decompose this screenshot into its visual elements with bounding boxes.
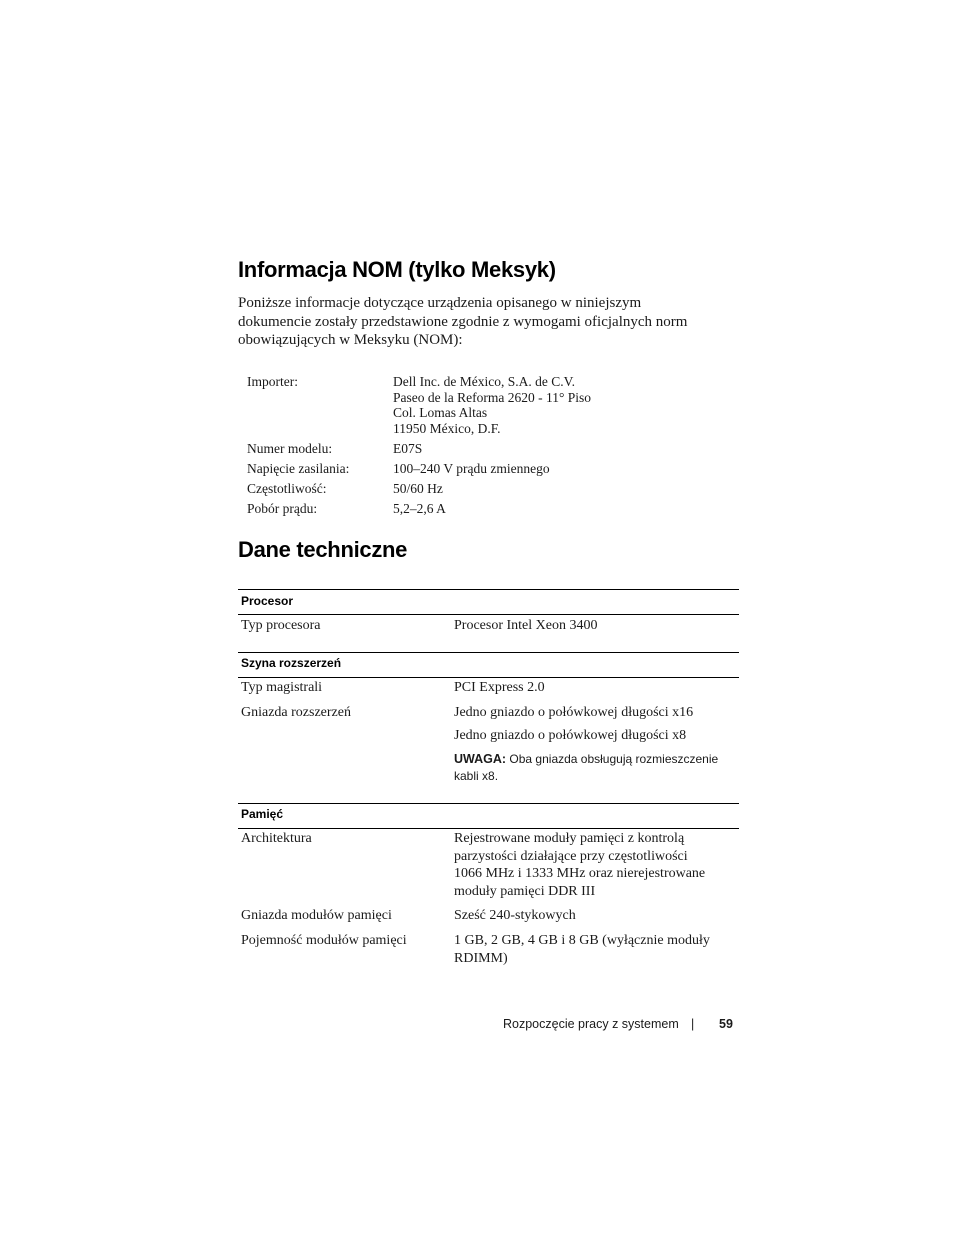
nom-model-value: E07S xyxy=(393,441,423,456)
table-rule xyxy=(238,803,739,804)
footer-chapter: Rozpoczęcie pracy z systemem xyxy=(503,1017,679,1031)
expansion-slot-x8: Jedno gniazdo o połówkowej długości x8 xyxy=(454,728,687,743)
expansion-heading: Szyna rozszerzeń xyxy=(241,656,342,670)
memory-slots-value: Sześć 240-stykowych xyxy=(454,908,576,923)
nom-current-label: Pobór prądu: xyxy=(247,501,318,516)
nom-frequency-label: Częstotliwość: xyxy=(247,481,327,496)
expansion-slot-x16: Jedno gniazdo o połówkowej długości x16 xyxy=(454,705,694,720)
memory-capacity-value: 1 GB, 2 GB, 4 GB i 8 GB (wyłącznie moduły RDIMM) xyxy=(454,933,710,966)
note-text: Oba gniazda obsługują rozmieszczenie xyxy=(506,752,719,766)
processor-type-label: Typ procesora xyxy=(241,618,321,633)
expansion-note xyxy=(454,751,739,785)
specs-section-title: Dane techniczne xyxy=(238,537,408,562)
memory-slots-label: Gniazda modułów pamięci xyxy=(241,908,392,923)
table-rule xyxy=(238,614,739,615)
bus-type-value: PCI Express 2.0 xyxy=(454,680,545,695)
nom-frequency-value: 50/60 Hz xyxy=(393,481,443,496)
expansion-slots-label: Gniazda rozszerzeń xyxy=(241,705,351,720)
nom-current-value: 5,2–2,6 A xyxy=(393,501,446,516)
table-rule xyxy=(238,828,739,829)
bus-type-label: Typ magistrali xyxy=(241,680,323,695)
table-rule xyxy=(238,652,739,653)
note-text-continued: kabli x8. xyxy=(454,769,499,783)
nom-model-label: Numer modelu: xyxy=(247,441,333,456)
nom-importer-value: Dell Inc. de México, S.A. de C.V. Paseo de la Reforma 2620 - 11° Piso Col. Lomas Altas 11950 México, D.F. xyxy=(393,374,591,436)
memory-heading: Pamięć xyxy=(241,807,284,821)
page-number: 59 xyxy=(719,1017,733,1031)
memory-capacity-label: Pojemność modułów pamięci xyxy=(241,933,407,948)
memory-architecture-value: Rejestrowane moduły pamięci z kontrolą parzystości działające przy częstotliwości 1066 MHz i 1333 MHz oraz nierejestrowane moduły pamięci DDR III xyxy=(454,831,706,899)
note-tag: UWAGA: xyxy=(454,752,507,766)
table-rule xyxy=(238,589,739,590)
nom-intro-paragraph: Poniższe informacje dotyczące urządzenia opisanego w niniejszym dokumencie zostały przedstawione zgodnie z wymogami oficjalnych norm obowiązujących w Meksyku (NOM): xyxy=(238,295,688,348)
memory-architecture-label: Architektura xyxy=(241,831,312,846)
nom-section-title: Informacja NOM (tylko Meksyk) xyxy=(238,257,556,282)
processor-type-value: Procesor Intel Xeon 3400 xyxy=(454,618,598,633)
footer-separator: | xyxy=(691,1017,695,1031)
nom-voltage-value: 100–240 V prądu zmiennego xyxy=(393,461,550,476)
processor-heading: Procesor xyxy=(241,594,294,608)
nom-voltage-label: Napięcie zasilania: xyxy=(247,461,350,476)
nom-importer-label: Importer: xyxy=(247,374,298,389)
table-rule xyxy=(238,677,739,678)
